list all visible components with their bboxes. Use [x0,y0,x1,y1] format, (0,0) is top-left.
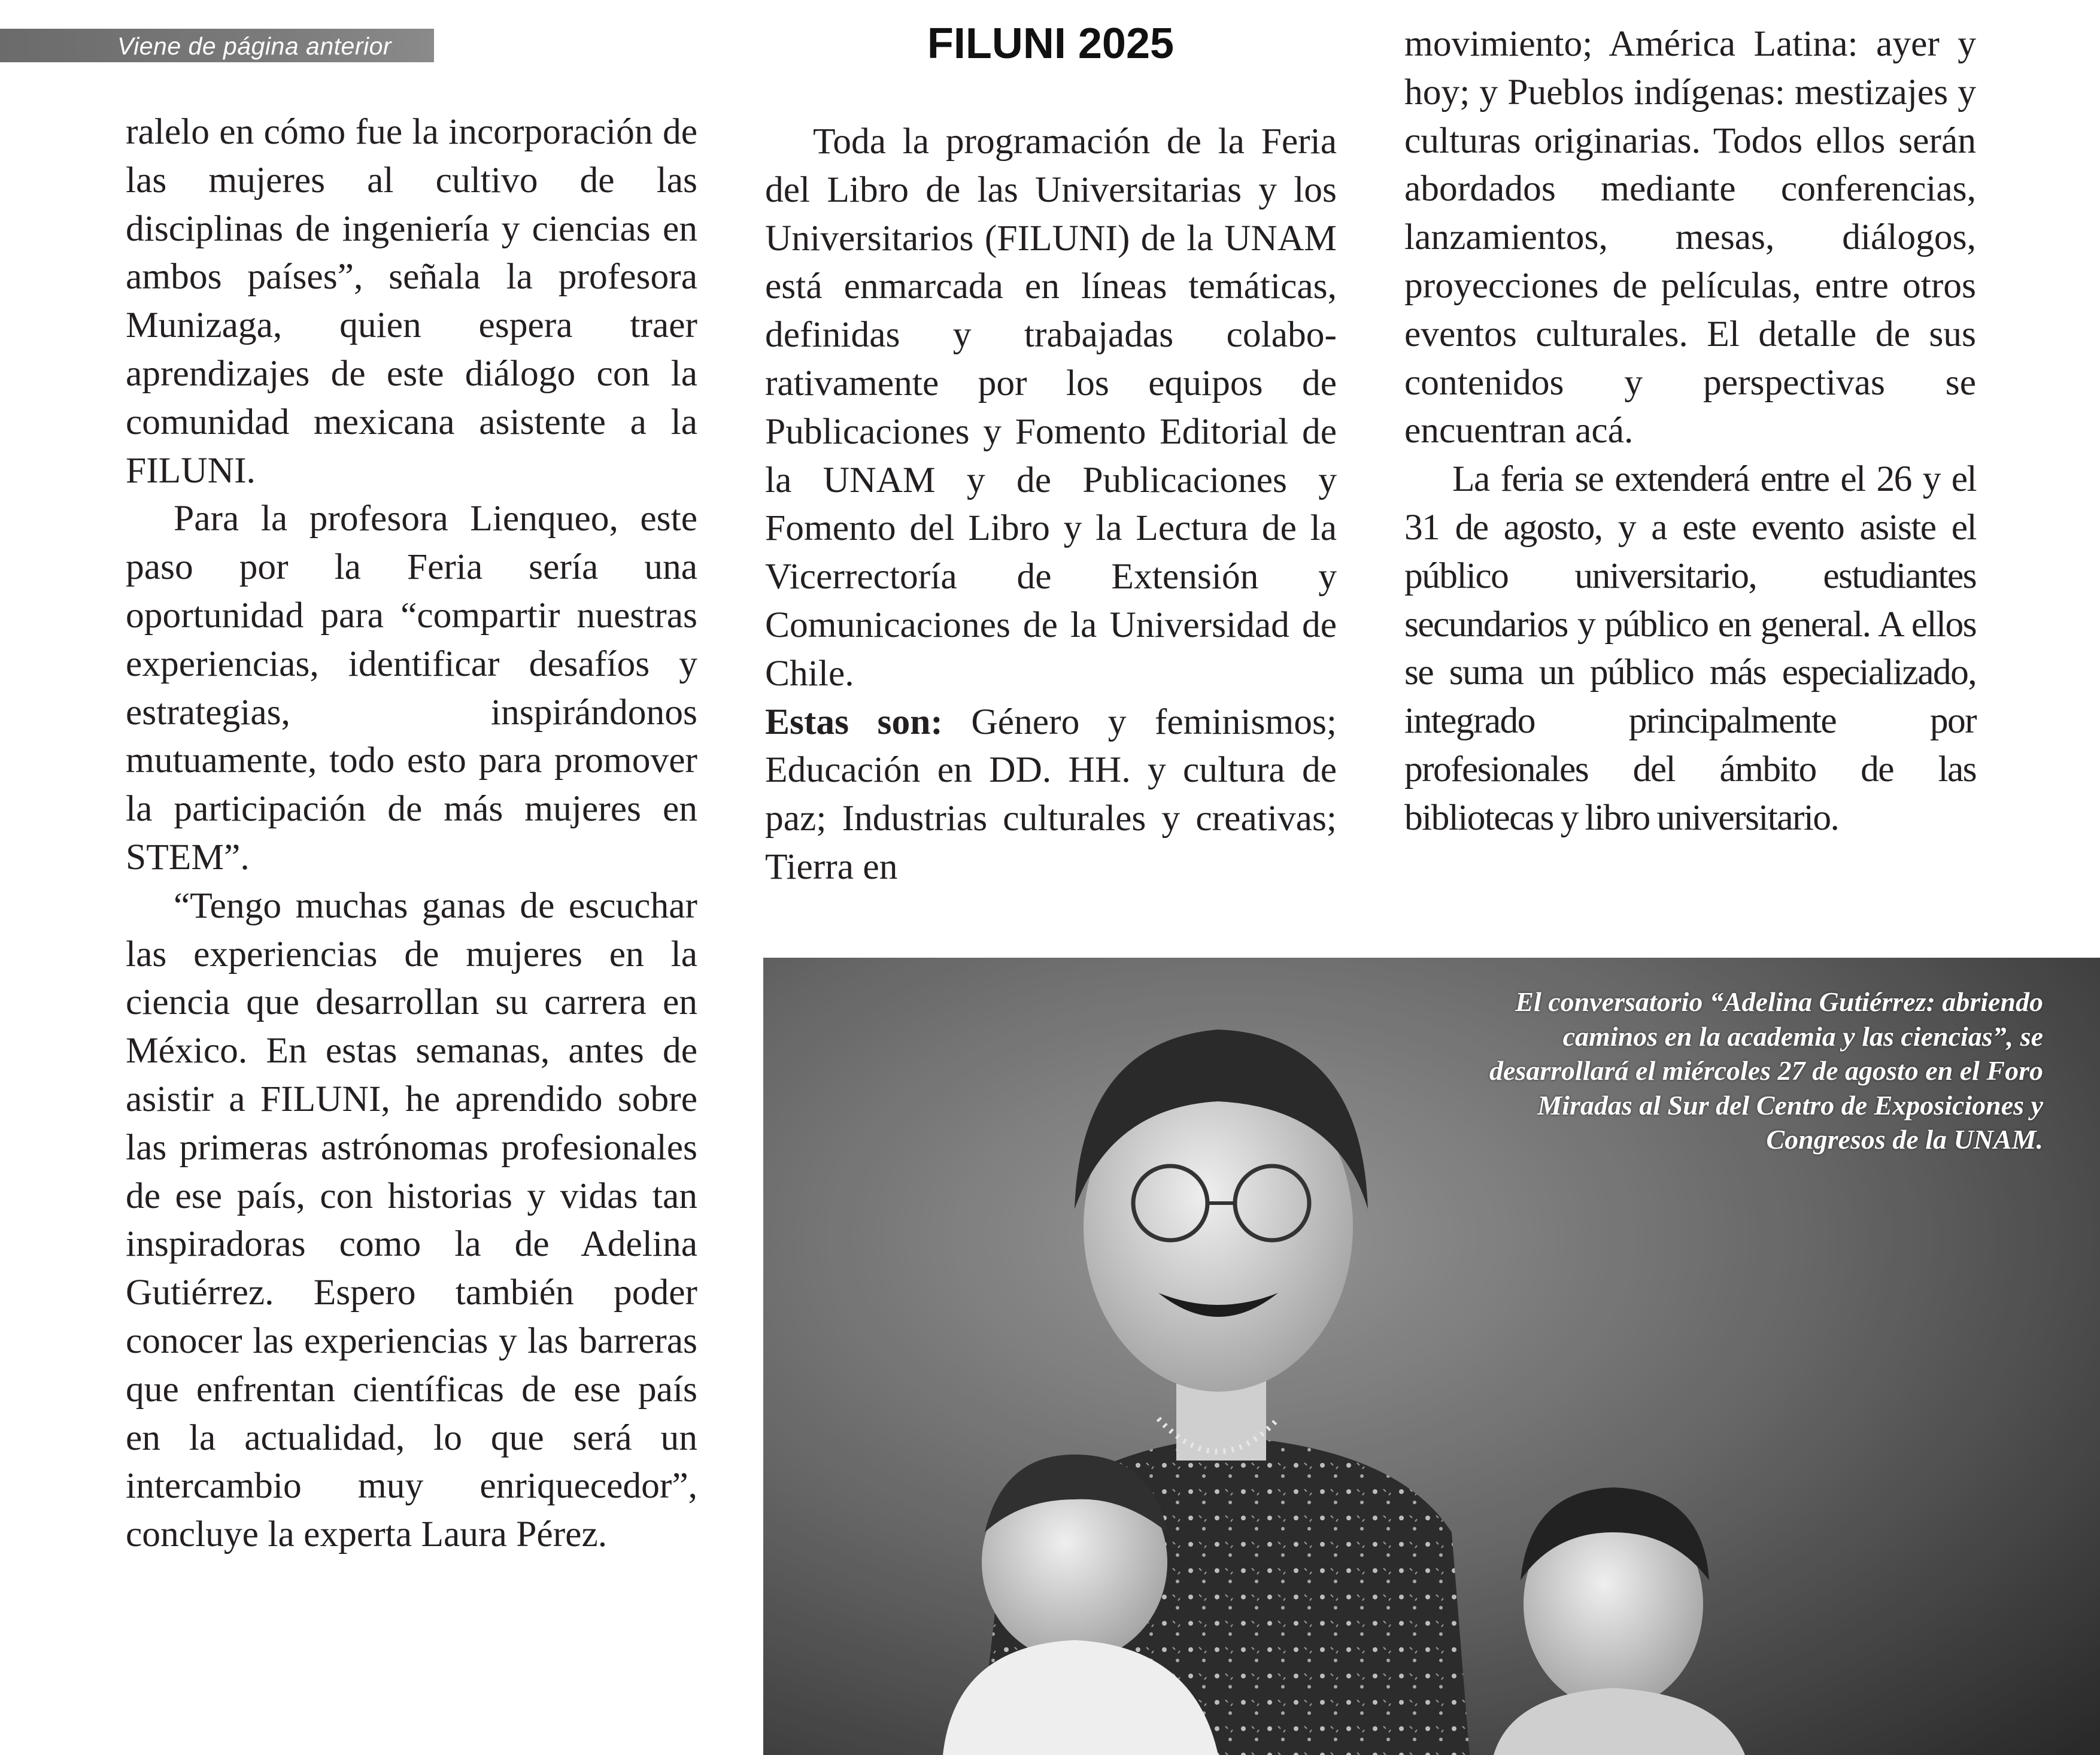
historic-family-photo [763,958,2100,1755]
col2-paragraph-2 [765,698,1337,891]
section-title: FILUNI 2025 [927,20,1175,68]
col2-paragraph-2-text: Género y feminismos; Educación en DD. HH. y cultura de paz; Industrias culturales y creativas; Tierra en [765,701,1337,887]
col3-paragraph-2: La feria se extenderá entre el 26 y el 31 de agosto, y a este evento asiste el público universitario, estudiantes secundarios y público en general. A ellos se suma un público más especializado, integrado principalmente por profesionales del ámbito de las bibliotecas y libro universitario. [1404,459,1976,838]
article-column-1 [126,108,697,1559]
col2-paragraph-1: Toda la programación de la Feria del Libro de las Universitarias y los Universitarios (FILUNI) de la UNAM está enmarcada en líneas temáticas, definidas y trabajadas colaborativamente por los equipos de Publicaciones y Fomento Editorial de la UNAM y de Publicaciones y Fomento del Libro y la Lectura de la Vicerrectoría de Extensión y Comunicaciones de la Universidad de Chile. [765,121,1337,694]
photo-caption: El conversatorio “Adelina Gutiérrez: abriendo caminos en la academia y las ciencias”, se desarrollará el miércoles 27 de agosto en el Foro Miradas al Sur del Centro de Exposiciones y Congresos de la UNAM. [1489,986,2043,1155]
col3-paragraph-1: movimiento; América Latina: ayer y hoy; y Pueblos indígenas: mestizajes y culturas originarias. Todos ellos serán abordados mediante conferencias, lanzamientos, mesas, diálogos, proyecciones de películas, entre otros eventos culturales. El detalle de sus contenidos y perspectivas se encuentran acá. [1404,23,1976,451]
col1-paragraph-2: Para la profesora Lienqueo, este paso por la Feria sería una oportunidad para “compartir nuestras experiencias, identificar desafíos y estrategias, inspirándonos mutuamente, todo esto para promover la participación de más mujeres en STEM”. [126,498,697,878]
col1-paragraph-3: “Tengo muchas ganas de escuchar las experiencias de mujeres en la ciencia que desarrollan su carrera en México. En estas semanas, antes de asistir a FILUNI, he aprendido sobre las primeras astrónomas profesionales de ese país, con historias y vidas tan inspiradoras como la de Adelina Gutiérrez. Espero también poder conocer las experiencias y las barreras que enfrentan científicas de ese país en la actualidad, lo que será un intercambio muy enriquecedor”, concluye la experta Laura Pérez. [126,885,697,1555]
continued-label: Viene de página anterior [117,32,392,60]
col1-paragraph-1: ralelo en cómo fue la incorporación de las mujeres al cultivo de las disciplinas de ingeniería y ciencias en ambos países”, señala la profesora Munizaga, quien espera traer aprendizajes de este diálogo con la comunidad mexicana asistente a la FILUNI. [126,111,697,491]
col2-bold-lead: Estas son: [765,701,943,742]
article-column-2 [765,117,1337,891]
continued-from-previous-page-banner [0,29,434,62]
article-column-3 [1404,20,1976,842]
